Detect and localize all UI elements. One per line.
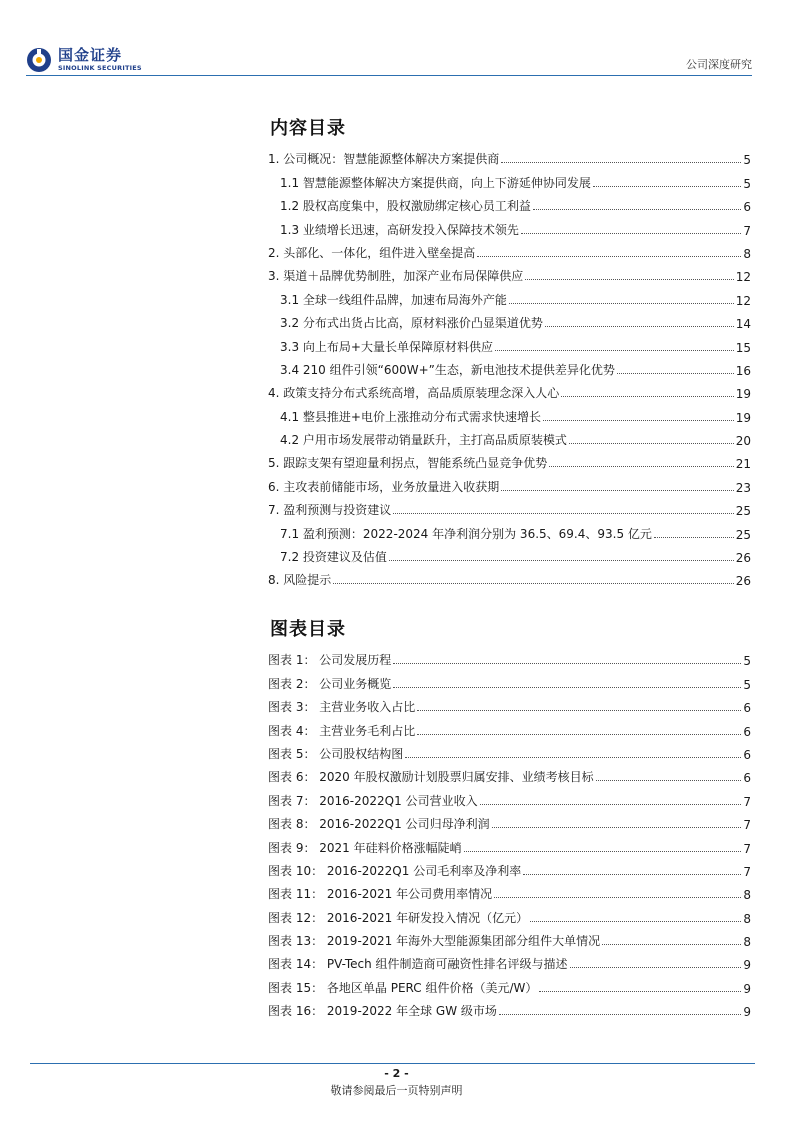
figure-entry-page-number: 6	[743, 747, 751, 762]
report-type-label: 公司深度研究	[686, 58, 752, 71]
toc-entry[interactable]	[268, 331, 751, 354]
figure-entry-page-number: 9	[743, 958, 751, 973]
dot-leader	[533, 209, 741, 210]
toc-entry-label: 1.2 股权高度集中，股权激励绑定核心员工利益	[280, 199, 531, 214]
figure-entry[interactable]	[268, 879, 751, 902]
dot-leader	[602, 944, 741, 945]
toc-entry[interactable]	[268, 378, 751, 401]
company-logo	[26, 46, 142, 74]
figure-entry-page-number: 6	[743, 724, 751, 739]
figure-entry-label: 图表 10： 2016-2022Q1 公司毛利率及净利率	[268, 863, 522, 878]
toc-entry[interactable]	[268, 308, 751, 331]
toc-entry-label: 1.1 智慧能源整体解决方案提供商，向上下游延伸协同发展	[280, 175, 591, 190]
figures-list	[268, 645, 751, 1019]
toc-entry-label: 3.1 全球一线组件品牌，加速布局海外产能	[280, 292, 507, 307]
toc-entry[interactable]	[268, 518, 751, 541]
figure-entry-label: 图表 14： PV-Tech 组件制造商可融资性排名评级与描述	[268, 957, 568, 972]
dot-leader	[393, 663, 741, 664]
toc-entry[interactable]	[268, 238, 751, 261]
dot-leader	[393, 687, 741, 688]
toc-entry-page-number: 5	[743, 176, 751, 191]
dot-leader	[525, 279, 733, 280]
toc-entry-page-number: 7	[743, 223, 751, 238]
logo-mark-icon	[26, 47, 52, 73]
toc-entry-page-number: 8	[743, 246, 751, 261]
figure-entry-page-number: 8	[743, 888, 751, 903]
figure-entry-label: 图表 6： 2020 年股权激励计划股票归属安排、业绩考核目标	[268, 770, 594, 785]
toc-entry[interactable]	[268, 565, 751, 588]
toc-entry[interactable]	[268, 542, 751, 565]
toc-entry[interactable]	[268, 471, 751, 494]
figure-entry-page-number: 8	[743, 911, 751, 926]
header-divider	[26, 75, 752, 76]
figure-entry-label: 图表 16： 2019-2022 年全球 GW 级市场	[268, 1004, 497, 1019]
toc-entry[interactable]	[268, 401, 751, 424]
figure-entry[interactable]	[268, 785, 751, 808]
toc-entry-label: 5. 跟踪支架有望迎量利拐点，智能系统凸显竞争优势	[268, 456, 548, 471]
dot-leader	[539, 991, 741, 992]
toc-entry-label: 8. 风险提示	[268, 573, 332, 588]
toc-entry-label: 4.1 整县推进+电价上涨推动分布式需求快速增长	[280, 409, 541, 424]
toc-entry[interactable]	[268, 425, 751, 448]
figure-entry-page-number: 7	[743, 841, 751, 856]
toc-entry-page-number: 25	[735, 527, 751, 542]
figure-entry[interactable]	[268, 949, 751, 972]
contents-list	[268, 144, 751, 588]
dot-leader	[495, 350, 734, 351]
toc-entry[interactable]	[268, 261, 751, 284]
figure-entry-label: 图表 15： 各地区单晶 PERC 组件价格（美元/W）	[268, 980, 538, 995]
toc-entry-page-number: 12	[735, 293, 751, 308]
dot-leader	[417, 734, 741, 735]
figure-entry-label: 图表 2： 公司业务概览	[268, 676, 392, 691]
figure-entry-label: 图表 11： 2016-2021 年公司费用率情况	[268, 887, 493, 902]
dot-leader	[570, 967, 742, 968]
disclaimer-note: 敬请参阅最后一页特别声明	[330, 1084, 463, 1097]
toc-entry[interactable]	[268, 355, 751, 378]
dot-leader	[549, 466, 733, 467]
figure-entry-page-number: 6	[743, 701, 751, 716]
figure-entry[interactable]	[268, 668, 751, 691]
logo-english-name: SINOLINK SECURITIES	[58, 64, 142, 73]
figure-entry[interactable]	[268, 996, 751, 1019]
figure-entry-label: 图表 3： 主营业务收入占比	[268, 700, 416, 715]
footer-divider	[30, 1063, 755, 1064]
figure-entry[interactable]	[268, 715, 751, 738]
toc-entry-page-number: 12	[735, 270, 751, 285]
toc-entry-page-number: 6	[743, 200, 751, 215]
dot-leader	[464, 851, 742, 852]
figure-entry-page-number: 8	[743, 935, 751, 950]
dot-leader	[617, 373, 734, 374]
toc-entry[interactable]	[268, 167, 751, 190]
dot-leader	[523, 874, 741, 875]
logo-chinese-name: 国金证券	[58, 46, 123, 65]
toc-entry-label: 1.3 业绩增长迅速，高研发投入保障技术领先	[280, 222, 519, 237]
figure-entry-label: 图表 7： 2016-2022Q1 公司营业收入	[268, 793, 478, 808]
figure-entry-label: 图表 9： 2021 年硅料价格涨幅陡峭	[268, 840, 462, 855]
figure-entry[interactable]	[268, 762, 751, 785]
toc-entry-label: 4. 政策支持分布式系统高增，高品质原装理念深入人心	[268, 386, 560, 401]
toc-entry-page-number: 23	[735, 480, 751, 495]
dot-leader	[509, 303, 734, 304]
figure-entry-page-number: 9	[743, 981, 751, 996]
toc-entry-label: 7. 盈利预测与投资建议	[268, 503, 392, 518]
figure-entry-label: 图表 1： 公司发展历程	[268, 653, 392, 668]
figure-entry-page-number: 7	[743, 864, 751, 879]
figure-entry-page-number: 9	[743, 1005, 751, 1020]
toc-entry[interactable]	[268, 144, 751, 167]
toc-entry-page-number: 25	[735, 504, 751, 519]
page-header	[0, 0, 793, 80]
figure-entry[interactable]	[268, 972, 751, 995]
dot-leader	[405, 757, 741, 758]
figure-entry[interactable]	[268, 902, 751, 925]
toc-entry[interactable]	[268, 495, 751, 518]
dot-leader	[494, 897, 741, 898]
toc-entry[interactable]	[268, 191, 751, 214]
figure-entry-page-number: 7	[743, 818, 751, 833]
figure-entry-page-number: 5	[743, 677, 751, 692]
figure-entry-page-number: 7	[743, 794, 751, 809]
dot-leader	[545, 326, 734, 327]
figure-entry-page-number: 6	[743, 771, 751, 786]
toc-entry[interactable]	[268, 448, 751, 471]
toc-entry-label: 3.2 分布式出货占比高，原材料涨价凸显渠道优势	[280, 316, 543, 331]
dot-leader	[543, 420, 734, 421]
figure-entry-label: 图表 8： 2016-2022Q1 公司归母净利润	[268, 817, 490, 832]
toc-entry-label: 1. 公司概况：智慧能源整体解决方案提供商	[268, 152, 500, 167]
figure-entry-label: 图表 4： 主营业务毛利占比	[268, 723, 416, 738]
dot-leader	[477, 256, 741, 257]
dot-leader	[521, 233, 741, 234]
dot-leader	[530, 921, 741, 922]
figure-entry[interactable]	[268, 926, 751, 949]
figure-entry[interactable]	[268, 739, 751, 762]
figure-entry-label: 图表 12： 2016-2021 年研发投入情况（亿元）	[268, 910, 529, 925]
toc-entry[interactable]	[268, 284, 751, 307]
toc-entry-page-number: 5	[743, 153, 751, 168]
dot-leader	[501, 490, 733, 491]
toc-entry-label: 2. 头部化、一体化，组件进入壁垒提高	[268, 245, 476, 260]
dot-leader	[569, 443, 734, 444]
dot-leader	[561, 396, 733, 397]
toc-entry-page-number: 19	[735, 387, 751, 402]
figure-entry-page-number: 5	[743, 654, 751, 669]
toc-entry[interactable]	[268, 214, 751, 237]
figures-title: 图表目录	[270, 619, 346, 640]
toc-entry-label: 7.1 盈利预测：2022-2024 年净利润分别为 36.5、69.4、93.5 亿元	[280, 526, 652, 541]
dot-leader	[389, 560, 734, 561]
toc-entry-page-number: 21	[735, 457, 751, 472]
toc-entry-label: 6. 主攻表前储能市场，业务放量进入收获期	[268, 479, 500, 494]
figure-entry[interactable]	[268, 832, 751, 855]
dot-leader	[593, 186, 741, 187]
dot-leader	[417, 710, 741, 711]
dot-leader	[492, 827, 742, 828]
page-number: - 2 -	[384, 1067, 409, 1080]
toc-entry-page-number: 14	[735, 317, 751, 332]
dot-leader	[333, 583, 733, 584]
dot-leader	[480, 804, 742, 805]
toc-entry-page-number: 16	[735, 363, 751, 378]
dot-leader	[596, 780, 742, 781]
toc-entry-page-number: 26	[735, 551, 751, 566]
toc-entry-label: 3. 渠道＋品牌优势制胜，加深产业布局保障供应	[268, 269, 524, 284]
dot-leader	[393, 513, 733, 514]
figure-entry-label: 图表 5： 公司股权结构图	[268, 746, 404, 761]
toc-entry-label: 4.2 户用市场发展带动销量跃升，主打高品质原装模式	[280, 433, 567, 448]
toc-entry-label: 3.4 210 组件引领“600W+”生态，新电池技术提供差异化优势	[280, 362, 615, 377]
toc-entry-page-number: 15	[735, 340, 751, 355]
contents-title: 内容目录	[270, 118, 346, 139]
toc-entry-page-number: 26	[735, 574, 751, 589]
figure-entry[interactable]	[268, 645, 751, 668]
toc-entry-label: 3.3 向上布局+大量长单保障原材料供应	[280, 339, 493, 354]
dot-leader	[499, 1014, 741, 1015]
figure-entry[interactable]	[268, 856, 751, 879]
figure-entry-label: 图表 13： 2019-2021 年海外大型能源集团部分组件大单情况	[268, 934, 601, 949]
toc-entry-label: 7.2 投资建议及估值	[280, 550, 387, 565]
toc-entry-page-number: 20	[735, 434, 751, 449]
figure-entry[interactable]	[268, 809, 751, 832]
dot-leader	[501, 162, 741, 163]
toc-entry-page-number: 19	[735, 410, 751, 425]
figure-entry[interactable]	[268, 692, 751, 715]
dot-leader	[654, 537, 734, 538]
